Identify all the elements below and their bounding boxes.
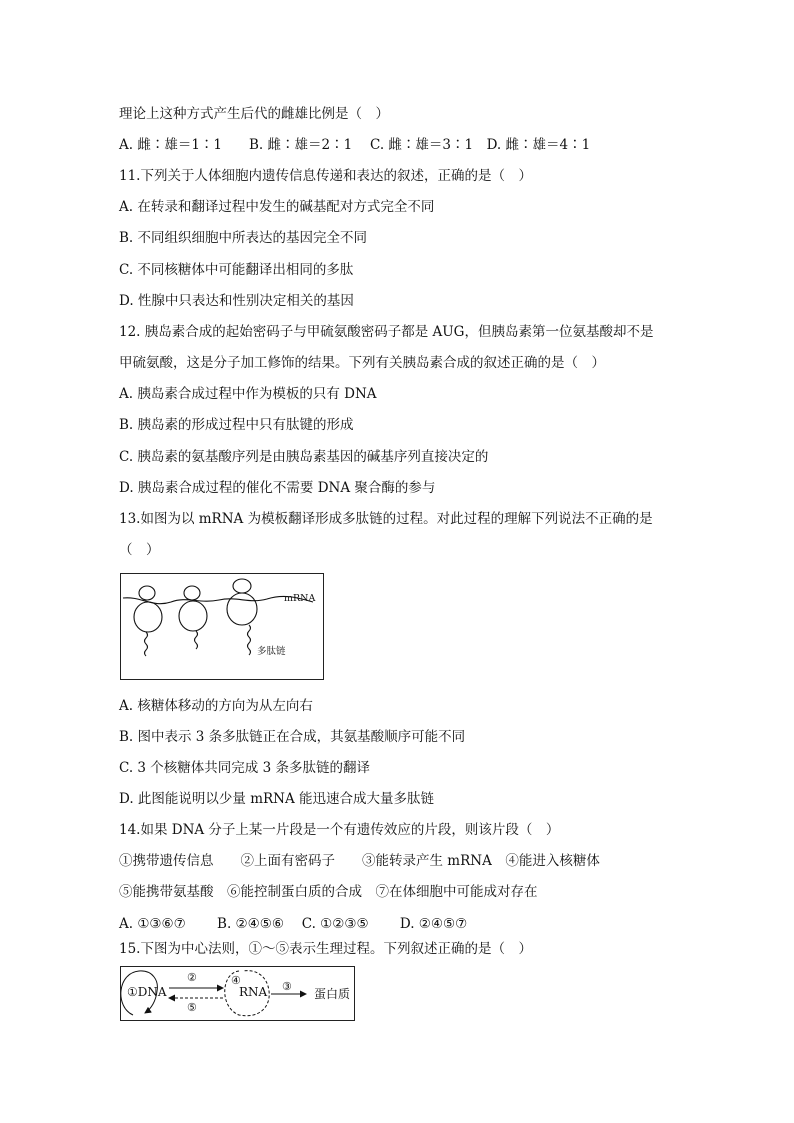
q12-stem-line2: 甲硫氨酸，这是分子加工修饰的结果。下列有关胰岛素合成的叙述正确的是（ ） — [119, 355, 605, 371]
q15-stem: 15.下图为中心法则，①～⑤表示生理过程。下列叙述正确的是（ ） — [119, 941, 532, 957]
ribosome-large-subunit-2 — [179, 601, 207, 631]
q13-option-b: B. 图中表示 3 条多肽链正在合成，其氨基酸顺序可能不同 — [119, 729, 466, 745]
q12-option-d: D. 胰岛素合成过程的催化不需要 DNA 聚合酶的参与 — [119, 480, 436, 496]
q14-items-line2: ⑤能携带氨基酸 ⑥能控制蛋白质的合成 ⑦在体细胞中可能成对存在 — [119, 884, 538, 900]
q13-option-d: D. 此图能说明以少量 mRNA 能迅速合成大量多肽链 — [119, 791, 435, 807]
rna-label: RNA — [239, 985, 268, 999]
peptide-chain-1 — [145, 632, 148, 656]
q11-option-d: D. 性腺中只表达和性别决定相关的基因 — [119, 293, 354, 309]
mrna-label: mRNA — [284, 593, 316, 604]
dna-label: ①DNA — [127, 985, 167, 999]
ribosome-large-subunit-3 — [227, 593, 257, 625]
ribosome-small-subunit-1 — [139, 586, 155, 600]
q13-option-c: C. 3 个核糖体共同完成 3 条多肽链的翻译 — [119, 760, 370, 776]
peptide-chain-3 — [248, 625, 251, 655]
q14-options: A. ①③⑥⑦ B. ②④⑤⑥ C. ①②③⑤ D. ②④⑤⑦ — [119, 916, 468, 932]
q11-option-b: B. 不同组织细胞中所表达的基因完全不同 — [119, 230, 368, 246]
process-5-label: ⑤ — [187, 1001, 197, 1014]
q10-options: A. 雌∶雄＝1∶1 B. 雌∶雄＝2∶1 C. 雌∶雄＝3∶1 D. 雌∶雄＝4∶1 — [119, 137, 591, 153]
ribosome-small-subunit-3 — [233, 579, 251, 593]
q13-translation-figure — [120, 573, 324, 680]
protein-label: 蛋白质 — [314, 987, 351, 1001]
process-4-label: ④ — [231, 974, 241, 987]
central-dogma-figure — [120, 966, 355, 1021]
translation-diagram — [121, 574, 323, 679]
ribosome-large-subunit-1 — [134, 602, 162, 632]
peptide-chain-label: 多肽链 — [257, 646, 286, 657]
q14-items-line1: ①携带遗传信息 ②上面有密码子 ③能转录产生 mRNA ④能进入核糖体 — [119, 853, 600, 869]
peptide-chain-2 — [195, 631, 198, 649]
q12-option-a: A. 胰岛素合成过程中作为模板的只有 DNA — [119, 386, 377, 402]
q12-option-b: B. 胰岛素的形成过程中只有肽键的形成 — [119, 417, 354, 433]
q13-stem-line2: （ ） — [119, 542, 160, 558]
ribosome-small-subunit-2 — [184, 586, 200, 600]
q13-option-a: A. 核糖体移动的方向为从左向右 — [119, 698, 313, 714]
q12-option-c: C. 胰岛素的氨基酸序列是由胰岛素基因的碱基序列直接决定的 — [119, 449, 489, 465]
q13-stem-line1: 13.如图为以 mRNA 为模板翻译形成多肽链的过程。对此过程的理解下列说法不正确的是 — [119, 511, 653, 527]
q12-stem-line1: 12. 胰岛素合成的起始密码子与甲硫氨酸密码子都是 AUG，但胰岛素第一位氨基酸却不是 — [119, 324, 654, 340]
q14-stem: 14.如果 DNA 分子上某一片段是一个有遗传效应的片段，则该片段（ ） — [119, 822, 560, 838]
process-3-label: ③ — [282, 980, 292, 993]
q10-stem-tail: 理论上这种方式产生后代的雌雄比例是（ ） — [119, 106, 389, 122]
process-2-label: ② — [187, 971, 197, 984]
q11-option-a: A. 在转录和翻译过程中发生的碱基配对方式完全不同 — [119, 199, 435, 215]
q11-stem: 11.下列关于人体细胞内遗传信息传递和表达的叙述，正确的是（ ） — [119, 168, 532, 184]
q11-option-c: C. 不同核糖体中可能翻译出相同的多肽 — [119, 262, 354, 278]
